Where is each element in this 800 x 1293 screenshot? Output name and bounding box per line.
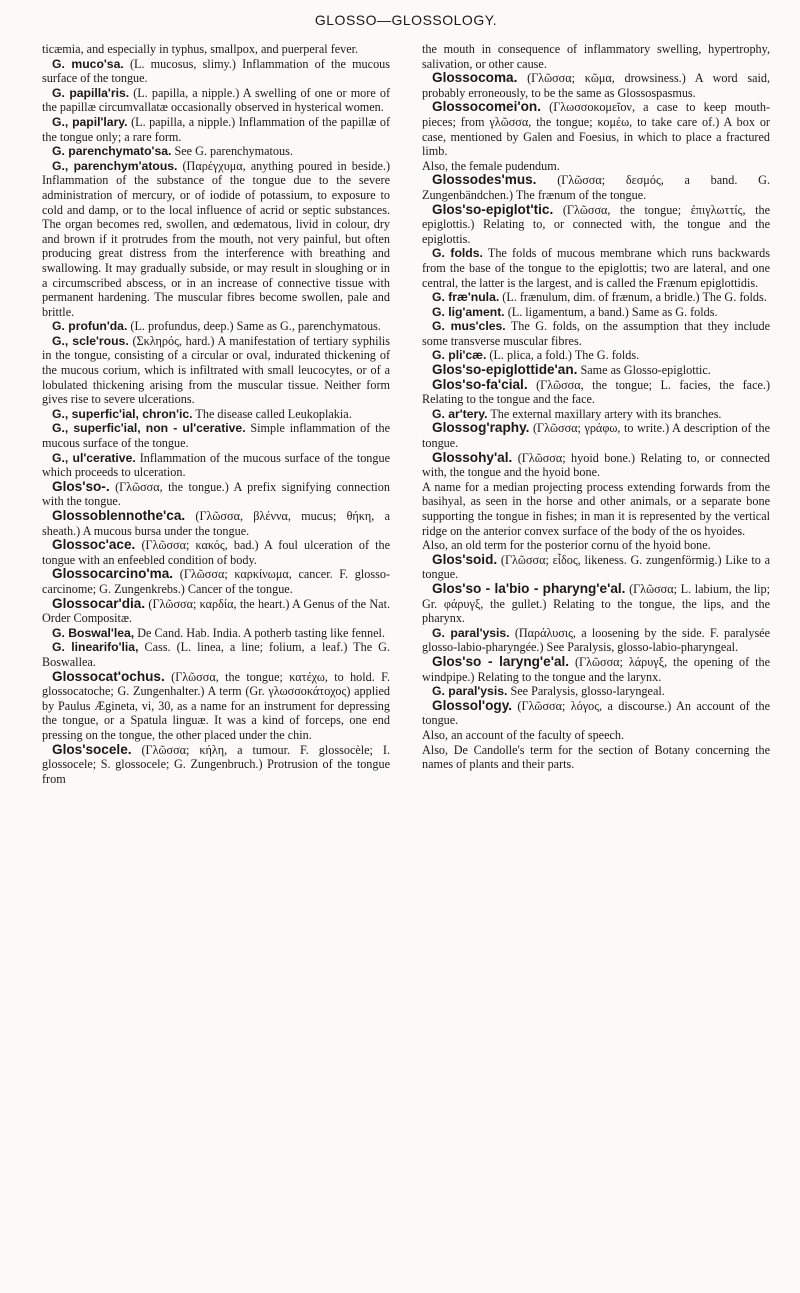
entry-headword: G. fræ'nula. bbox=[432, 290, 500, 305]
entry-text: The external maxillary artery with its branches. bbox=[490, 406, 722, 421]
entry-text: (Γλῶσσα; κῶμα, drowsiness.) A word said, probably erroneously, to be the same as Glossospasmus. bbox=[422, 71, 771, 100]
entry-headword: G. profun'da. bbox=[52, 319, 128, 334]
entry-headword: Glos'soid. bbox=[432, 551, 498, 567]
entry-headword: Glossol'ogy. bbox=[432, 697, 513, 713]
entry-headword: Glos'so - la'bio - pharyng'e'al. bbox=[432, 580, 626, 596]
entry-text: (Γλῶσσα; κακός, bad.) A foul ulceration of the tongue with an enfeebled condition of body. bbox=[42, 538, 391, 567]
dictionary-entry bbox=[422, 378, 770, 407]
dictionary-entry bbox=[422, 290, 770, 305]
entry-text: (L. papilla, a nipple.) A swelling of one or more of the papillæ circumvallatæ occasionally observed in hysterical women. bbox=[42, 85, 390, 115]
entry-headword: Glossohy'al. bbox=[432, 449, 513, 465]
dictionary-entry bbox=[422, 173, 770, 202]
dictionary-entry bbox=[422, 699, 770, 728]
dictionary-entry bbox=[42, 115, 390, 144]
entry-headword: Glossog'raphy. bbox=[432, 420, 530, 436]
dictionary-entry bbox=[422, 42, 770, 71]
entry-text: (L. frænulum, dim. of frænum, a bridle.) The G. folds. bbox=[502, 290, 767, 305]
dictionary-entry bbox=[42, 421, 390, 450]
entry-text: (L. mucosus, slimy.) Inflammation of the mucous surface of the tongue. bbox=[42, 56, 390, 86]
dictionary-entry bbox=[422, 348, 770, 363]
dictionary-entry bbox=[42, 670, 390, 743]
dictionary-entry bbox=[422, 582, 770, 626]
entry-headword: Glossocat'ochus. bbox=[52, 668, 165, 684]
entry-text: (Γλῶσσα, βλέννα, mucus; θήκη, a sheath.) A mucous bursa under the tongue. bbox=[42, 509, 390, 538]
dictionary-entry bbox=[42, 42, 390, 57]
entry-text: (Παρέγχυμα, anything poured in beside.) Inflammation of the substance of the tongue due to the severe administration of mercury, or of iodide of potassium, to exposure to cold and damp, or to the local influence of acrid or septic substances. The organ becomes red, swollen, and œdematous, livid in colour, dry and brown if it protrudes from the mouth, not very painful, but often producing great distress from the interference with breathing and swallowing. It may gradually subside, or may result in sloughing or in a circumscribed abscess, or in an increase of connective tissue with permanent hardening. The muscular fibres become swollen, pale and brittle. bbox=[42, 158, 391, 319]
dictionary-entry bbox=[422, 538, 770, 553]
entry-text: De Cand. Hab. India. A potherb tasting like fennel. bbox=[137, 625, 385, 640]
columns bbox=[42, 42, 770, 786]
entry-headword: G., ul'cerative. bbox=[52, 450, 136, 465]
entry-headword: Glossocoma. bbox=[432, 70, 518, 86]
entry-headword: G., papil'lary. bbox=[52, 114, 128, 129]
entry-headword: G. ar'tery. bbox=[432, 406, 488, 421]
dictionary-entry bbox=[42, 567, 390, 596]
right-column bbox=[422, 42, 770, 786]
entry-text: the mouth in consequence of inflammatory swelling, hypertrophy, salivation, or other cause. bbox=[422, 42, 770, 71]
dictionary-entry bbox=[42, 743, 390, 787]
entry-headword: Glos'so-. bbox=[52, 478, 110, 494]
entry-headword: Glos'so - laryng'e'al. bbox=[432, 653, 570, 669]
entry-text: (Γλῶσσα; λάρυγξ, the opening of the windpipe.) Relating to the tongue and the larynx. bbox=[422, 654, 771, 684]
dictionary-entry bbox=[422, 728, 770, 743]
entry-headword: G., scle'rous. bbox=[52, 333, 129, 348]
entry-headword: Glossocarcino'ma. bbox=[52, 566, 174, 582]
entry-text: (L. plica, a fold.) The G. folds. bbox=[489, 348, 640, 363]
entry-text: (Γλῶσσα; καρκίνωμα, cancer. F. glosso-carcinome; G. Zungenkrebs.) Cancer of the tongue. bbox=[42, 567, 391, 596]
dictionary-entry bbox=[42, 480, 390, 509]
dictionary-entry bbox=[422, 655, 770, 684]
dictionary-entry bbox=[42, 538, 390, 567]
dictionary-entry bbox=[422, 480, 770, 538]
entry-headword: G. parenchymato'sa. bbox=[52, 144, 172, 159]
dictionary-entry bbox=[42, 509, 390, 538]
dictionary-entry bbox=[422, 319, 770, 348]
entry-headword: Glos'so-epiglottide'an. bbox=[432, 362, 578, 378]
dictionary-entry bbox=[422, 407, 770, 422]
entry-headword: G. folds. bbox=[432, 246, 483, 261]
dictionary-entry bbox=[422, 203, 770, 247]
entry-headword: G. Boswal'lea, bbox=[52, 625, 135, 640]
entry-text: (Γλῶσσα; λόγος, a discourse.) An account of the tongue. bbox=[422, 698, 770, 728]
entry-headword: G. paral'ysis. bbox=[432, 625, 510, 640]
dictionary-entry bbox=[422, 553, 770, 582]
entry-text: Also, an account of the faculty of speech. bbox=[422, 727, 625, 742]
entry-text: (Γλῶσσα, the tongue; κατέχω, to hold. F. glossocatoche; G. Zungenhalter.) A term (Gr. γλωσσοκάτοχος) applied by Paulus Æginetа, vi, 30, as a name for an instrument for depressing the tongue, or a Spatula linguæ. It was a kind of forceps, one end pressing on the tongue, the other placed under the chin. bbox=[42, 669, 390, 742]
entry-headword: G. lig'ament. bbox=[432, 304, 505, 319]
entry-headword: Glossocomei'on. bbox=[432, 99, 541, 115]
dictionary-entry bbox=[42, 319, 390, 334]
dictionary-entry bbox=[42, 451, 390, 480]
entry-headword: Glos'socele. bbox=[52, 741, 132, 757]
entry-text: (Γλῶσσα; κήλη, a tumour. F. glossocèle; I. glossocele; S. glossocele; G. Zungenbruch.) Protrusion of the tongue from bbox=[42, 742, 390, 786]
entry-headword: G. linearifo'lia, bbox=[52, 640, 139, 655]
entry-headword: G., superfic'ial, chron'ic. bbox=[52, 406, 193, 421]
entry-text: Cass. (L. linea, a line; folium, a leaf.) The G. Boswallea. bbox=[42, 640, 391, 669]
left-column bbox=[42, 42, 390, 786]
dictionary-entry bbox=[42, 144, 390, 159]
entry-text: (L. profundus, deep.) Same as G., parenchymatous. bbox=[130, 319, 381, 334]
dictionary-entry bbox=[42, 597, 390, 626]
dictionary-entry bbox=[42, 86, 390, 115]
entry-headword: Glossocar'dia. bbox=[52, 595, 146, 611]
entry-text: (Γλῶσσα; εἶδος, likeness. G. zungenförmig.) Like to a tongue. bbox=[422, 552, 771, 582]
dictionary-entry bbox=[422, 626, 770, 655]
entry-text: Also, De Candolle's term for the section of Botany concerning the names of plants and their parts. bbox=[422, 742, 770, 772]
entry-headword: G. mus'cles. bbox=[432, 319, 506, 334]
entry-text: Also, the female pudendum. bbox=[422, 158, 560, 173]
entry-headword: Glossoc'ace. bbox=[52, 537, 136, 553]
entry-headword: G. papilla'ris. bbox=[52, 85, 130, 100]
entry-text: See Paralysis, glosso-laryngeal. bbox=[510, 684, 665, 699]
entry-headword: G. pli'cæ. bbox=[432, 348, 487, 363]
entry-text: See G. parenchymatous. bbox=[174, 144, 293, 159]
entry-text: The disease called Leukoplakia. bbox=[195, 406, 352, 421]
entry-headword: G., parenchym'atous. bbox=[52, 158, 178, 173]
entry-text: Simple inflammation of the mucous surface of the tongue. bbox=[42, 421, 390, 451]
entry-headword: G., superfic'ial, non - ul'cerative. bbox=[52, 421, 246, 436]
entry-text: (Γλῶσσα; δεσμός, a band. G. Zungenbändchen.) The frænum of the tongue. bbox=[422, 173, 771, 202]
dictionary-entry bbox=[422, 159, 770, 174]
entry-text: (L. papilla, a nipple.) Inflammation of the papillæ of the tongue only; a rare form. bbox=[42, 114, 391, 144]
entry-text: ticæmia, and especially in typhus, smallpox, and puerperal fever. bbox=[42, 42, 359, 56]
entry-headword: G. muco'sa. bbox=[52, 56, 124, 71]
dictionary-entry bbox=[42, 57, 390, 86]
entry-text: The G. folds, on the assumption that they include some transverse muscular fibres. bbox=[422, 319, 770, 348]
entry-text: (Γλῶσσα, the tongue; ἐπιγλωττίς, the epiglottis.) Relating to, or connected with, the tongue and the epiglottis. bbox=[422, 202, 770, 246]
entry-text: (Γλῶσσα; L. labium, the lip; Gr. φάρυγξ, the gullet.) Relating to the tongue, the lips, and the pharynx. bbox=[422, 581, 770, 626]
entry-text: Same as Glosso-epiglottic. bbox=[580, 363, 711, 378]
entry-text: (Γλῶσσα, the tongue; L. facies, the face.) Relating to the tongue and the face. bbox=[422, 377, 771, 407]
dictionary-entry bbox=[422, 100, 770, 158]
entry-text: (Γλωσσοκομεῖον, a case to keep mouth-pieces; from γλῶσσα, the tongue; κομέω, to take care of.) A box or case, mentioned by Galen and Foesius, in which to place a fractured limb. bbox=[422, 100, 770, 159]
entry-text: (Γλῶσσα; γράφω, to write.) A description of the tongue. bbox=[422, 421, 771, 451]
dictionary-entry bbox=[42, 159, 390, 320]
dictionary-entry bbox=[422, 684, 770, 699]
entry-text: A name for a median projecting process extending forwards from the basihyal, as seen in the horse and other animals, or a separate bone supporting the tongue in fishes; in man it is represented by the vertical ridge on the anterior convex surface of the body of the os hyoides. bbox=[422, 479, 770, 538]
entry-text: Also, an old term for the posterior cornu of the hyoid bone. bbox=[422, 538, 711, 553]
dictionary-entry bbox=[42, 626, 390, 641]
dictionary-entry bbox=[422, 71, 770, 100]
entry-text: (Σκληρός, hard.) A manifestation of tertiary syphilis in the tongue, consisting of a circular or oval, indurated thickening of the mucous corium, which is infiltrated with small leucocytes, or of a lobulated thickening arising from the muscular tissue. Neither form gives rise to severe ulcerations. bbox=[42, 333, 391, 407]
dictionary-entry bbox=[422, 451, 770, 480]
dictionary-entry bbox=[42, 640, 390, 669]
entry-text: (L. ligamentum, a band.) Same as G. folds. bbox=[507, 304, 718, 319]
entry-text: (Γλῶσσα, the tongue.) A prefix signifying connection with the tongue. bbox=[42, 479, 390, 509]
dictionary-entry bbox=[42, 407, 390, 422]
dictionary-entry bbox=[422, 305, 770, 320]
entry-text: (Γλῶσσα; hyoid bone.) Relating to, or connected with, the tongue and the hyoid bone. bbox=[422, 450, 771, 480]
entry-headword: Glossodes'mus. bbox=[432, 172, 537, 188]
entry-headword: Glossoblennothe'ca. bbox=[52, 508, 186, 523]
entry-text: (Παράλυσις, a loosening by the side. F. paralysée glosso-labio-pharyngée.) See Paralysis, glosso-labio-pharyngeal. bbox=[422, 625, 771, 655]
dictionary-entry bbox=[422, 363, 770, 378]
entry-headword: Glos'so-epiglot'tic. bbox=[432, 201, 554, 217]
running-head: GLOSSO—GLOSSOLOGY. bbox=[314, 12, 498, 28]
dictionary-entry bbox=[422, 421, 770, 450]
entry-headword: Glos'so-fa'cial. bbox=[432, 376, 528, 392]
dictionary-entry bbox=[422, 246, 770, 290]
dictionary-entry bbox=[42, 334, 390, 407]
entry-text: Inflammation of the mucous surface of the tongue which proceeds to ulceration. bbox=[42, 450, 390, 480]
entry-text: (Γλῶσσα; καρδία, the heart.) A Genus of the Nat. Order Compositæ. bbox=[42, 596, 390, 626]
entry-headword: G. paral'ysis. bbox=[432, 684, 508, 699]
dictionary-entry bbox=[422, 743, 770, 772]
entry-text: The folds of mucous membrane which runs backwards from the base of the tongue to the epiglottis; two are lateral, and one central, the latter is the largest, and is called the Frænum epiglottidis. bbox=[422, 246, 770, 290]
